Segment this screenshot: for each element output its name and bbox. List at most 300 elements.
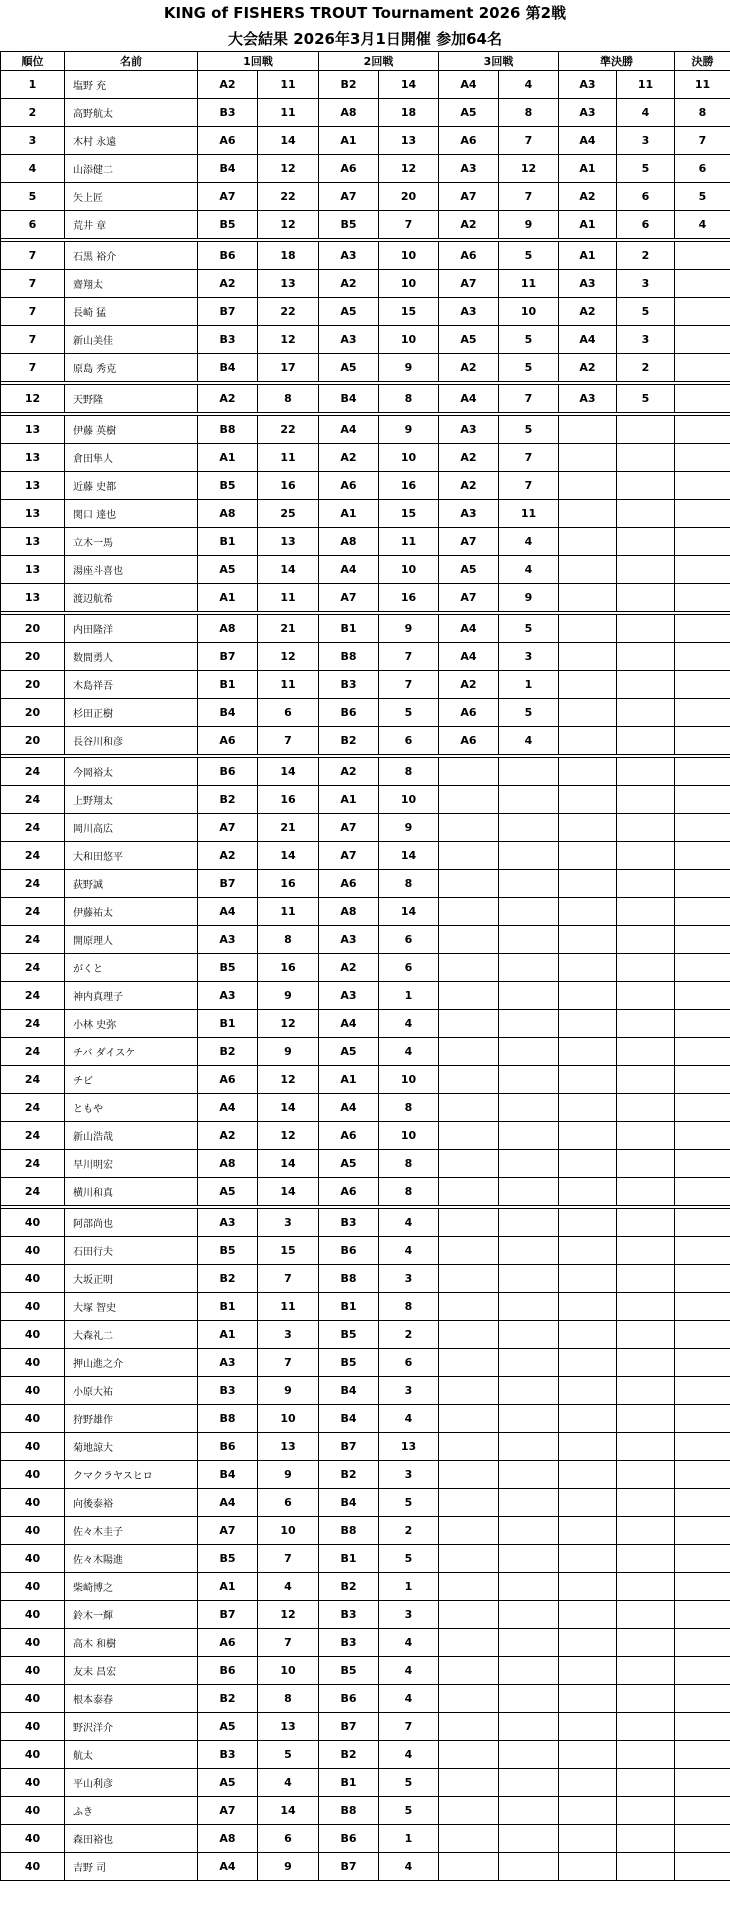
r1-score: 9: [258, 1038, 319, 1066]
sf-score: 3: [617, 326, 675, 354]
final-score: [675, 1685, 730, 1713]
r2-block: B5: [319, 211, 379, 239]
r2-score: 10: [379, 1122, 439, 1150]
rank-cell: 13: [1, 500, 65, 528]
r1-score: 11: [258, 671, 319, 699]
final-score: [675, 1517, 730, 1545]
r3-score: [499, 1010, 559, 1038]
r1-block: B6: [198, 1433, 258, 1461]
r3-score: 5: [499, 354, 559, 382]
r2-block: B1: [319, 1293, 379, 1321]
results-table: [0, 51, 730, 1881]
r1-block: B4: [198, 1461, 258, 1489]
table-row: [1, 1321, 730, 1349]
rank-cell: 1: [1, 71, 65, 99]
player-name: 平山利彦: [65, 1769, 198, 1797]
r1-block: A2: [198, 385, 258, 413]
sf-score: [617, 1825, 675, 1853]
header-round1: 1回戦: [198, 52, 319, 71]
rank-cell: 40: [1, 1349, 65, 1377]
r2-score: 7: [379, 671, 439, 699]
sf-score: [617, 500, 675, 528]
r2-block: B2: [319, 1461, 379, 1489]
r1-block: B5: [198, 1545, 258, 1573]
r2-block: B2: [319, 727, 379, 755]
r2-block: A4: [319, 556, 379, 584]
r1-block: A3: [198, 1209, 258, 1237]
r3-score: 5: [499, 242, 559, 270]
r3-block: [439, 1685, 499, 1713]
r1-block: A4: [198, 1853, 258, 1881]
r3-score: [499, 1489, 559, 1517]
table-row: [1, 1797, 730, 1825]
r1-score: 10: [258, 1657, 319, 1685]
r3-block: [439, 1601, 499, 1629]
r1-score: 16: [258, 954, 319, 982]
rank-cell: 6: [1, 211, 65, 239]
table-row: [1, 758, 730, 786]
rank-cell: 24: [1, 926, 65, 954]
table-row: [1, 1825, 730, 1853]
r3-block: [439, 1853, 499, 1881]
r1-block: B4: [198, 354, 258, 382]
r3-score: [499, 1405, 559, 1433]
rank-cell: 24: [1, 1066, 65, 1094]
r1-block: A6: [198, 1066, 258, 1094]
r1-score: 16: [258, 870, 319, 898]
r3-score: 7: [499, 385, 559, 413]
sf-score: [617, 528, 675, 556]
r2-score: 3: [379, 1265, 439, 1293]
final-score: [675, 1545, 730, 1573]
sf-score: [617, 814, 675, 842]
sf-block: [559, 671, 617, 699]
sf-score: [617, 926, 675, 954]
r2-score: 10: [379, 556, 439, 584]
final-score: 4: [675, 211, 730, 239]
r2-block: B2: [319, 1741, 379, 1769]
sf-block: A3: [559, 270, 617, 298]
player-name: 原島 秀克: [65, 354, 198, 382]
r2-block: A6: [319, 1178, 379, 1206]
final-score: [675, 1573, 730, 1601]
sf-score: [617, 1713, 675, 1741]
player-name: 野沢洋介: [65, 1713, 198, 1741]
r1-score: 8: [258, 385, 319, 413]
r3-block: [439, 842, 499, 870]
r1-score: 14: [258, 842, 319, 870]
table-row: [1, 1545, 730, 1573]
final-score: [675, 1293, 730, 1321]
r3-score: [499, 1853, 559, 1881]
r2-block: A8: [319, 99, 379, 127]
r3-score: [499, 1545, 559, 1573]
player-name: 大坂正明: [65, 1265, 198, 1293]
player-name: 木村 永遠: [65, 127, 198, 155]
r3-block: A6: [439, 699, 499, 727]
rank-cell: 13: [1, 528, 65, 556]
r2-score: 15: [379, 500, 439, 528]
player-name: 大和田悠平: [65, 842, 198, 870]
r2-block: A1: [319, 127, 379, 155]
r2-block: B1: [319, 615, 379, 643]
table-row: [1, 699, 730, 727]
final-score: [675, 1825, 730, 1853]
r2-block: B4: [319, 385, 379, 413]
r1-score: 9: [258, 1377, 319, 1405]
player-name: 向後泰裕: [65, 1489, 198, 1517]
r3-score: [499, 814, 559, 842]
r3-score: [499, 1517, 559, 1545]
sf-score: [617, 727, 675, 755]
sf-block: [559, 615, 617, 643]
r3-score: 4: [499, 528, 559, 556]
r2-block: A6: [319, 870, 379, 898]
r1-score: 7: [258, 1545, 319, 1573]
rank-cell: 24: [1, 1178, 65, 1206]
r1-block: B7: [198, 298, 258, 326]
sf-score: 6: [617, 211, 675, 239]
final-score: [675, 786, 730, 814]
table-row: [1, 298, 730, 326]
r1-score: 18: [258, 242, 319, 270]
r2-block: B1: [319, 1545, 379, 1573]
r2-score: 4: [379, 1741, 439, 1769]
r3-block: [439, 1209, 499, 1237]
r3-score: [499, 954, 559, 982]
table-row: [1, 727, 730, 755]
r3-block: [439, 1150, 499, 1178]
r3-block: [439, 898, 499, 926]
r3-score: [499, 1629, 559, 1657]
r3-score: [499, 926, 559, 954]
player-name: 森田裕也: [65, 1825, 198, 1853]
r3-block: [439, 1010, 499, 1038]
sf-block: [559, 500, 617, 528]
r2-block: A7: [319, 842, 379, 870]
r1-block: B2: [198, 1265, 258, 1293]
r3-score: 11: [499, 270, 559, 298]
r3-score: [499, 1797, 559, 1825]
player-name: 新山美佳: [65, 326, 198, 354]
player-name: 立木一馬: [65, 528, 198, 556]
player-name: 湯座斗喜也: [65, 556, 198, 584]
r3-score: [499, 1433, 559, 1461]
r2-block: A4: [319, 1010, 379, 1038]
sf-score: [617, 758, 675, 786]
final-score: [675, 1461, 730, 1489]
player-name: 数間勇人: [65, 643, 198, 671]
r3-score: 9: [499, 584, 559, 612]
r2-score: 3: [379, 1461, 439, 1489]
r2-score: 14: [379, 898, 439, 926]
r1-score: 3: [258, 1321, 319, 1349]
r1-score: 7: [258, 727, 319, 755]
sf-block: [559, 926, 617, 954]
sf-block: [559, 898, 617, 926]
r1-score: 16: [258, 786, 319, 814]
r3-score: 4: [499, 727, 559, 755]
r2-score: 8: [379, 870, 439, 898]
sf-score: [617, 1573, 675, 1601]
r1-block: B1: [198, 1010, 258, 1038]
sf-score: 3: [617, 270, 675, 298]
player-name: 佐々木陽進: [65, 1545, 198, 1573]
sf-score: [617, 699, 675, 727]
r2-block: A6: [319, 155, 379, 183]
table-row: [1, 1741, 730, 1769]
player-name: 関口 達也: [65, 500, 198, 528]
sf-block: [559, 1321, 617, 1349]
final-score: [675, 584, 730, 612]
table-row: [1, 99, 730, 127]
page-subtitle: 大会結果 2026年3月1日開催 参加64名: [228, 30, 502, 48]
r3-block: [439, 814, 499, 842]
r2-block: B4: [319, 1377, 379, 1405]
r1-score: 6: [258, 1489, 319, 1517]
final-score: [675, 1038, 730, 1066]
sf-block: [559, 1517, 617, 1545]
r3-block: [439, 1517, 499, 1545]
player-name: 早川明宏: [65, 1150, 198, 1178]
player-name: 佐々木圭子: [65, 1517, 198, 1545]
r3-score: [499, 898, 559, 926]
player-name: がくと: [65, 954, 198, 982]
rank-cell: 24: [1, 814, 65, 842]
table-row: [1, 1405, 730, 1433]
r1-score: 22: [258, 298, 319, 326]
sf-block: [559, 982, 617, 1010]
rank-cell: 13: [1, 556, 65, 584]
r2-score: 5: [379, 1489, 439, 1517]
player-name: 岡川高広: [65, 814, 198, 842]
r2-score: 4: [379, 1685, 439, 1713]
page-title: KING of FISHERS TROUT Tournament 2026 第2戦: [163, 4, 567, 22]
rank-cell: 40: [1, 1265, 65, 1293]
rank-cell: 40: [1, 1685, 65, 1713]
rank-cell: 24: [1, 786, 65, 814]
r3-score: [499, 1461, 559, 1489]
sf-score: [617, 1685, 675, 1713]
sf-block: A3: [559, 71, 617, 99]
r2-score: 6: [379, 1349, 439, 1377]
r3-block: A5: [439, 99, 499, 127]
sf-block: [559, 1293, 617, 1321]
r2-block: B4: [319, 1489, 379, 1517]
r1-block: A5: [198, 1713, 258, 1741]
table-row: [1, 444, 730, 472]
sf-score: [617, 842, 675, 870]
r2-score: 4: [379, 1209, 439, 1237]
r2-score: 10: [379, 270, 439, 298]
table-row: [1, 270, 730, 298]
r3-score: [499, 1685, 559, 1713]
r1-score: 13: [258, 1433, 319, 1461]
r1-score: 12: [258, 1601, 319, 1629]
r2-score: 9: [379, 615, 439, 643]
sf-score: [617, 1349, 675, 1377]
sf-block: [559, 1573, 617, 1601]
r1-block: B6: [198, 242, 258, 270]
r2-score: 4: [379, 1657, 439, 1685]
r1-block: A1: [198, 1573, 258, 1601]
sf-score: [617, 1377, 675, 1405]
r2-score: 6: [379, 727, 439, 755]
table-row: [1, 1094, 730, 1122]
player-name: 石田行夫: [65, 1237, 198, 1265]
sf-score: [617, 1797, 675, 1825]
r1-block: A5: [198, 1769, 258, 1797]
sf-block: [559, 1122, 617, 1150]
table-row: [1, 1349, 730, 1377]
r1-block: A6: [198, 727, 258, 755]
player-name: ともや: [65, 1094, 198, 1122]
r1-score: 12: [258, 211, 319, 239]
r1-score: 5: [258, 1741, 319, 1769]
r2-score: 4: [379, 1038, 439, 1066]
header-round2: 2回戦: [319, 52, 439, 71]
player-name: 神内真理子: [65, 982, 198, 1010]
r2-block: B7: [319, 1713, 379, 1741]
rank-cell: 12: [1, 385, 65, 413]
r3-block: A7: [439, 584, 499, 612]
rank-cell: 13: [1, 444, 65, 472]
r1-score: 4: [258, 1769, 319, 1797]
r2-score: 7: [379, 643, 439, 671]
r1-block: A3: [198, 1349, 258, 1377]
final-score: [675, 416, 730, 444]
table-row: [1, 842, 730, 870]
r3-block: A3: [439, 298, 499, 326]
player-name: 齋翔太: [65, 270, 198, 298]
sf-score: 2: [617, 242, 675, 270]
r3-block: A5: [439, 326, 499, 354]
r2-block: B5: [319, 1657, 379, 1685]
player-name: 杉田正樹: [65, 699, 198, 727]
r1-score: 14: [258, 127, 319, 155]
r2-score: 8: [379, 1293, 439, 1321]
rank-cell: 24: [1, 870, 65, 898]
r1-block: B7: [198, 870, 258, 898]
sf-score: [617, 416, 675, 444]
r1-score: 13: [258, 270, 319, 298]
r1-block: A2: [198, 71, 258, 99]
r3-block: A7: [439, 270, 499, 298]
r2-block: A6: [319, 1122, 379, 1150]
sf-score: [617, 444, 675, 472]
rank-cell: 40: [1, 1825, 65, 1853]
r2-block: B8: [319, 1517, 379, 1545]
rank-cell: 40: [1, 1517, 65, 1545]
table-header-row: [1, 52, 730, 71]
table-row: [1, 528, 730, 556]
r1-block: A6: [198, 127, 258, 155]
rank-cell: 40: [1, 1433, 65, 1461]
sf-block: [559, 1405, 617, 1433]
r2-block: A1: [319, 1066, 379, 1094]
results-body: [1, 71, 730, 1881]
r3-block: [439, 1178, 499, 1206]
r3-score: [499, 1066, 559, 1094]
player-name: 柴崎博之: [65, 1573, 198, 1601]
r2-block: B6: [319, 1825, 379, 1853]
final-score: [675, 385, 730, 413]
table-row: [1, 1293, 730, 1321]
r1-block: A4: [198, 898, 258, 926]
table-row: [1, 183, 730, 211]
sf-block: [559, 1769, 617, 1797]
r2-block: B7: [319, 1433, 379, 1461]
sf-block: [559, 1601, 617, 1629]
r3-score: 9: [499, 211, 559, 239]
sf-block: [559, 1094, 617, 1122]
sf-block: [559, 1853, 617, 1881]
sf-block: [559, 643, 617, 671]
rank-cell: 13: [1, 584, 65, 612]
r2-block: B3: [319, 671, 379, 699]
table-row: [1, 354, 730, 382]
player-name: 内田隆洋: [65, 615, 198, 643]
rank-cell: 40: [1, 1713, 65, 1741]
r1-block: A2: [198, 270, 258, 298]
r3-block: A5: [439, 556, 499, 584]
player-name: 荒井 章: [65, 211, 198, 239]
r2-block: A4: [319, 416, 379, 444]
final-score: [675, 1657, 730, 1685]
rank-cell: 13: [1, 472, 65, 500]
r1-block: B3: [198, 99, 258, 127]
r2-block: B8: [319, 643, 379, 671]
r3-score: [499, 758, 559, 786]
r3-score: 3: [499, 643, 559, 671]
r3-block: [439, 758, 499, 786]
final-score: 6: [675, 155, 730, 183]
header-final: 決勝: [675, 52, 730, 71]
r1-score: 10: [258, 1517, 319, 1545]
r2-block: A7: [319, 183, 379, 211]
sf-block: [559, 1685, 617, 1713]
player-name: 押山進之介: [65, 1349, 198, 1377]
sf-block: [559, 1797, 617, 1825]
r1-block: A7: [198, 814, 258, 842]
player-name: 小林 史弥: [65, 1010, 198, 1038]
r1-block: B4: [198, 699, 258, 727]
r2-score: 10: [379, 242, 439, 270]
header-round3: 3回戦: [439, 52, 559, 71]
r1-block: A8: [198, 1150, 258, 1178]
sf-score: 3: [617, 127, 675, 155]
r1-block: B7: [198, 643, 258, 671]
player-name: 渡辺航希: [65, 584, 198, 612]
sf-block: A1: [559, 211, 617, 239]
final-score: [675, 1713, 730, 1741]
r2-block: B1: [319, 1769, 379, 1797]
r2-score: 9: [379, 416, 439, 444]
r3-block: A7: [439, 528, 499, 556]
rank-cell: 7: [1, 326, 65, 354]
r1-block: B2: [198, 1685, 258, 1713]
r2-score: 16: [379, 584, 439, 612]
r1-score: 14: [258, 1150, 319, 1178]
table-row: [1, 326, 730, 354]
r1-block: A5: [198, 1178, 258, 1206]
r2-score: 13: [379, 1433, 439, 1461]
table-row: [1, 1377, 730, 1405]
r2-score: 11: [379, 528, 439, 556]
r2-block: A3: [319, 982, 379, 1010]
sf-block: [559, 1178, 617, 1206]
table-row: [1, 1573, 730, 1601]
